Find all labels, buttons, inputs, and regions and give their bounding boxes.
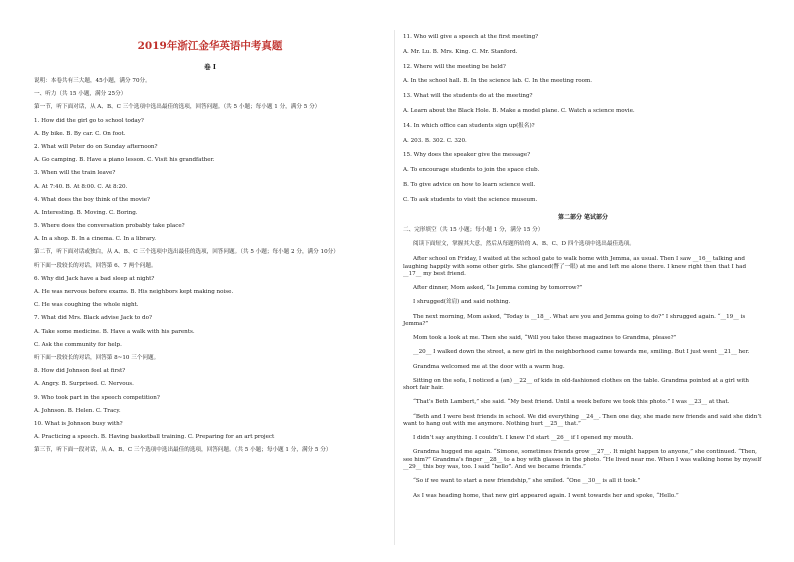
question-7-options-ab: A. Take some medicine. B. Have a walk with his parents. xyxy=(34,328,195,335)
cloze-paragraph: __20__ I walked down the street, a new girl in the neighborhood came towards me, smiling. But I just went __21__ her. xyxy=(413,349,750,356)
cloze-paragraph: The next morning, Mom asked, “Today is __18__. What are you and Jemma going to do?” I shrugged again. “__19__ is Jemma?” xyxy=(403,313,746,327)
question-2-options: A. Go camping. B. Have a piano lesson. C. Visit his grandfather. xyxy=(34,157,215,164)
section-one-instruction: 第一节，听下面对话，从 A、B、C 三个选项中选出最佳的选项，回答问题。（共 5 小题；每小题 1 分，满分 5 分） xyxy=(34,104,321,111)
question-15-option-c: C. To ask students to visit the science museum. xyxy=(403,196,538,203)
question-3: 3. When will the train leave? xyxy=(34,170,116,177)
question-8-options: A. Angry. B. Surprised. C. Nervous. xyxy=(34,381,134,388)
question-9: 9. Who took part in the speech competition? xyxy=(34,394,160,401)
question-1: 1. How did the girl go to school today? xyxy=(34,117,144,124)
question-2: 2. What will Peter do on Sunday afternoon? xyxy=(34,143,158,150)
column-divider xyxy=(394,30,395,545)
cloze-paragraph: Grandma welcomed me at the door with a warm hug. xyxy=(413,363,565,370)
right-column xyxy=(403,34,763,507)
question-14-options: A. 203. B. 302. C. 320. xyxy=(403,137,467,144)
question-11: 11. Who will give a speech at the first meeting? xyxy=(403,34,539,40)
question-15: 15. Why does the speaker give the message? xyxy=(403,152,531,159)
cloze-paragraph: Mom took a look at me. Then she said, “Will you take these magazines to Grandma, please?” xyxy=(413,335,677,342)
cloze-instruction: 阅读下面短文，掌握其大意，然后从每题所给的 A、B、C、D 四个选项中选出最佳选项。 xyxy=(413,241,635,248)
question-12-options: A. In the school hall. B. In the science lab. C. In the meeting room. xyxy=(403,78,593,85)
cloze-paragraph: I shrugged(耸肩) and said nothing. xyxy=(413,299,511,306)
listening-heading: 一、听力（共 15 小题，满分 25分） xyxy=(34,91,127,98)
question-7: 7. What did Mrs. Black advise Jack to do? xyxy=(34,315,152,322)
instructions: 说明：本卷共有三大题，45小题，满分 70分。 xyxy=(34,78,151,84)
question-9-options: A. Johnson. B. Helen. C. Tracy. xyxy=(34,407,121,414)
cloze-paragraph: As I was heading home, that new girl appeared again. I went towards her and spoke, “Hello.” xyxy=(413,492,679,499)
exam-title: 2019年浙江金华英语中考真题 xyxy=(137,40,283,52)
section-two-instruction: 第二节，听下面对话或独白，从 A、B、C 三个选项中选出最佳的选项，回答问题。（共 5 小题；每小题 2 分，满分 10分） xyxy=(34,249,339,256)
cloze-heading: 二、完形填空（共 15 小题；每小题 1 分，满分 15 分） xyxy=(403,226,544,233)
question-1-options: A. By bike. B. By car. C. On foot. xyxy=(34,130,126,137)
question-5: 5. Where does the conversation probably take place? xyxy=(34,223,185,230)
cloze-paragraph: “Beth and I were best friends in school. We did everything __24__. Then one day, she made new friends and said she didn’t want to hang out with me anymore. Nothing hurt __25__ that.” xyxy=(403,413,762,428)
cloze-paragraph: I didn’t say anything. I couldn’t. I knew I’d start __26__ if I opened my mouth. xyxy=(413,435,634,442)
left-column xyxy=(34,34,386,460)
question-12: 12. Where will the meeting be held? xyxy=(403,63,506,70)
question-3-options: A. At 7:40. B. At 8:00. C. At 8:20. xyxy=(34,183,128,190)
cloze-paragraph: Grandma hugged me again. “Simone, sometimes friends grow __27__. It might happen to anyone,” she continued. “Then, see him?” Grandma’s finger __28__ to a boy with glasses in the photo. “He lived near me. When I was walking home by myself __29__ this boy was, too. I said “hello”. And we became friends.” xyxy=(403,449,762,471)
section-three-instruction: 第三节，听下面一段对话，从 A、B、C 三个选项中选出最佳的选项，回答问题。（共 5 小题；每小题 1 分，满分 5 分） xyxy=(34,447,332,454)
question-6-option-c: C. He was coughing the whole night. xyxy=(34,302,139,309)
cloze-paragraph: “That’s Beth Lambert,” she said. “My best friend. Until a week before we took this photo.” I was __23__ at that. xyxy=(413,399,730,406)
question-15-option-a: A. To encourage students to join the space club. xyxy=(403,167,540,174)
question-10: 10. What is Johnson busy with? xyxy=(34,420,123,427)
question-10-options: A. Practicing a speech. B. Having basketball training. C. Preparing for an art project xyxy=(34,434,275,441)
paper-label: 卷 I xyxy=(204,63,216,71)
question-7-option-c: C. Ask the community for help. xyxy=(34,341,122,348)
question-13-options: A. Learn about the Black Hole. B. Make a model plane. C. Watch a science movie. xyxy=(403,107,635,114)
question-13: 13. What will the students do at the meeting? xyxy=(403,93,533,100)
dialogue-note-8-10: 听下面一段较长的对话，回答第 8~10 三个问题。 xyxy=(34,354,160,361)
question-6-options-ab: A. He was nervous before exams. B. His neighbors kept making noise. xyxy=(34,289,234,295)
cloze-paragraph: “So if we want to start a new friendship,” she smiled. “One __30__ is all it took.” xyxy=(413,478,641,485)
cloze-paragraph: Sitting on the sofa, I noticed a (an) __22__ of kids in old-fashioned clothes on the table. Grandma pointed at a girl with short fair hair. xyxy=(403,377,750,392)
question-6: 6. Why did Jack have a bad sleep at night? xyxy=(34,275,155,282)
question-4: 4. What does the boy think of the movie? xyxy=(34,196,151,203)
question-11-options: A. Mr. Lu. B. Mrs. King. C. Mr. Stanford. xyxy=(403,48,518,55)
question-14: 14. In which office can students sign up(报名)? xyxy=(403,122,535,129)
question-4-options: A. Interesting. B. Moving. C. Boring. xyxy=(34,209,138,216)
question-15-option-b: B. To give advice on how to learn science well. xyxy=(403,181,536,188)
part-two-title: 第二部分 笔试部分 xyxy=(557,213,609,221)
cloze-paragraph: After school on Friday, I waited at the school gate to walk home with Jemma, as usual. Then I saw __16__ talking and laughing happily with some other girls. She glanced(瞥了一眼) at me and left me alone there. I knew right then that I had __17__ my best friend. xyxy=(403,256,747,277)
dialogue-note-6-7: 听下面一段较长的对话，回答第 6、7 两个问题。 xyxy=(34,262,157,269)
question-5-options: A. In a shop. B. In a cinema. C. In a library. xyxy=(34,236,157,243)
question-8: 8. How did Johnson feel at first? xyxy=(34,368,126,375)
cloze-paragraph: After dinner, Mom asked, “Is Jemma coming by tomorrow?” xyxy=(413,285,583,292)
